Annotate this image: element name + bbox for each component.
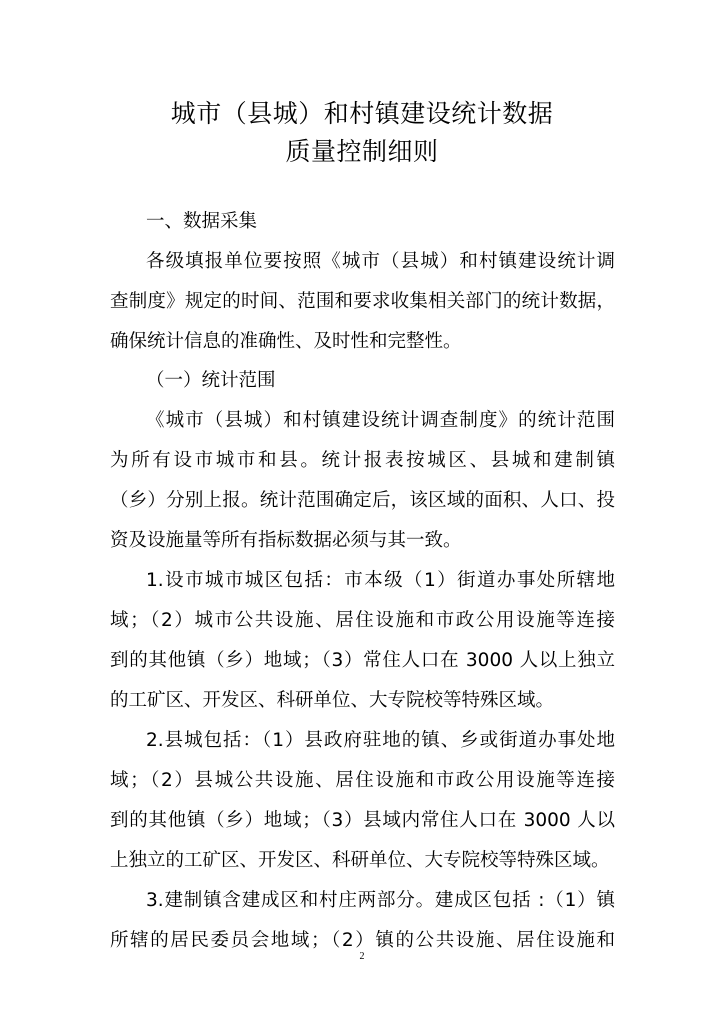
paragraph-line: 资及设施量等所有指标数据必须与其一致。 xyxy=(110,530,462,551)
paragraph-line: （乡）分别上报。统计范围确定后，该区域的面积、人口、投 xyxy=(110,490,615,511)
document-title-line-1: 城市（县城）和村镇建设统计数据 xyxy=(170,99,554,128)
paragraph-line: 到的其他镇（乡）地域；（3）常住人口在 3000 人以上独立 xyxy=(110,650,615,671)
paragraph-line: 域；（2）县城公共设施、居住设施和市政公用设施等连接 xyxy=(110,770,615,791)
subsection-heading-statistical-scope: （一）统计范围 xyxy=(146,370,276,391)
paragraph-line: 各级填报单位要按照《城市（县城）和村镇建设统计调 xyxy=(146,251,615,272)
document-title-line-2: 质量控制细则 xyxy=(285,137,439,166)
section-heading-data-collection: 一、数据采集 xyxy=(146,211,258,232)
paragraph-line: 域；（2）城市公共设施、居住设施和市政公用设施等连接 xyxy=(110,610,615,631)
paragraph-line: 的工矿区、开发区、科研单位、大专院校等特殊区域。 xyxy=(110,690,555,711)
paragraph-line: 上独立的工矿区、开发区、科研单位、大专院校等特殊区域。 xyxy=(110,850,610,871)
paragraph-line: 《城市（县城）和村镇建设统计调查制度》的统计范围 xyxy=(146,410,615,431)
paragraph-line: 确保统计信息的准确性、及时性和完整性。 xyxy=(110,331,462,352)
paragraph-line: 到的其他镇（乡）地域；（3）县域内常住人口在 3000 人以 xyxy=(110,810,615,831)
paragraph-line: 查制度》规定的时间、范围和要求收集相关部门的统计数据， xyxy=(110,291,615,312)
paragraph-line: 2.县城包括：（1）县政府驻地的镇、乡或街道办事处地 xyxy=(146,730,615,751)
paragraph-line: 1.设市城市城区包括：市本级（1）街道办事处所辖地 xyxy=(146,570,615,591)
page-number: 2 xyxy=(359,951,365,962)
paragraph-line: 3.建制镇含建成区和村庄两部分。建成区包括 :（1）镇 xyxy=(146,890,615,911)
paragraph-line: 所辖的居民委员会地域；（2）镇的公共设施、居住设施和 xyxy=(110,930,615,951)
paragraph-line: 为所有设市城市和县。统计报表按城区、县城和建制镇 xyxy=(110,450,615,471)
